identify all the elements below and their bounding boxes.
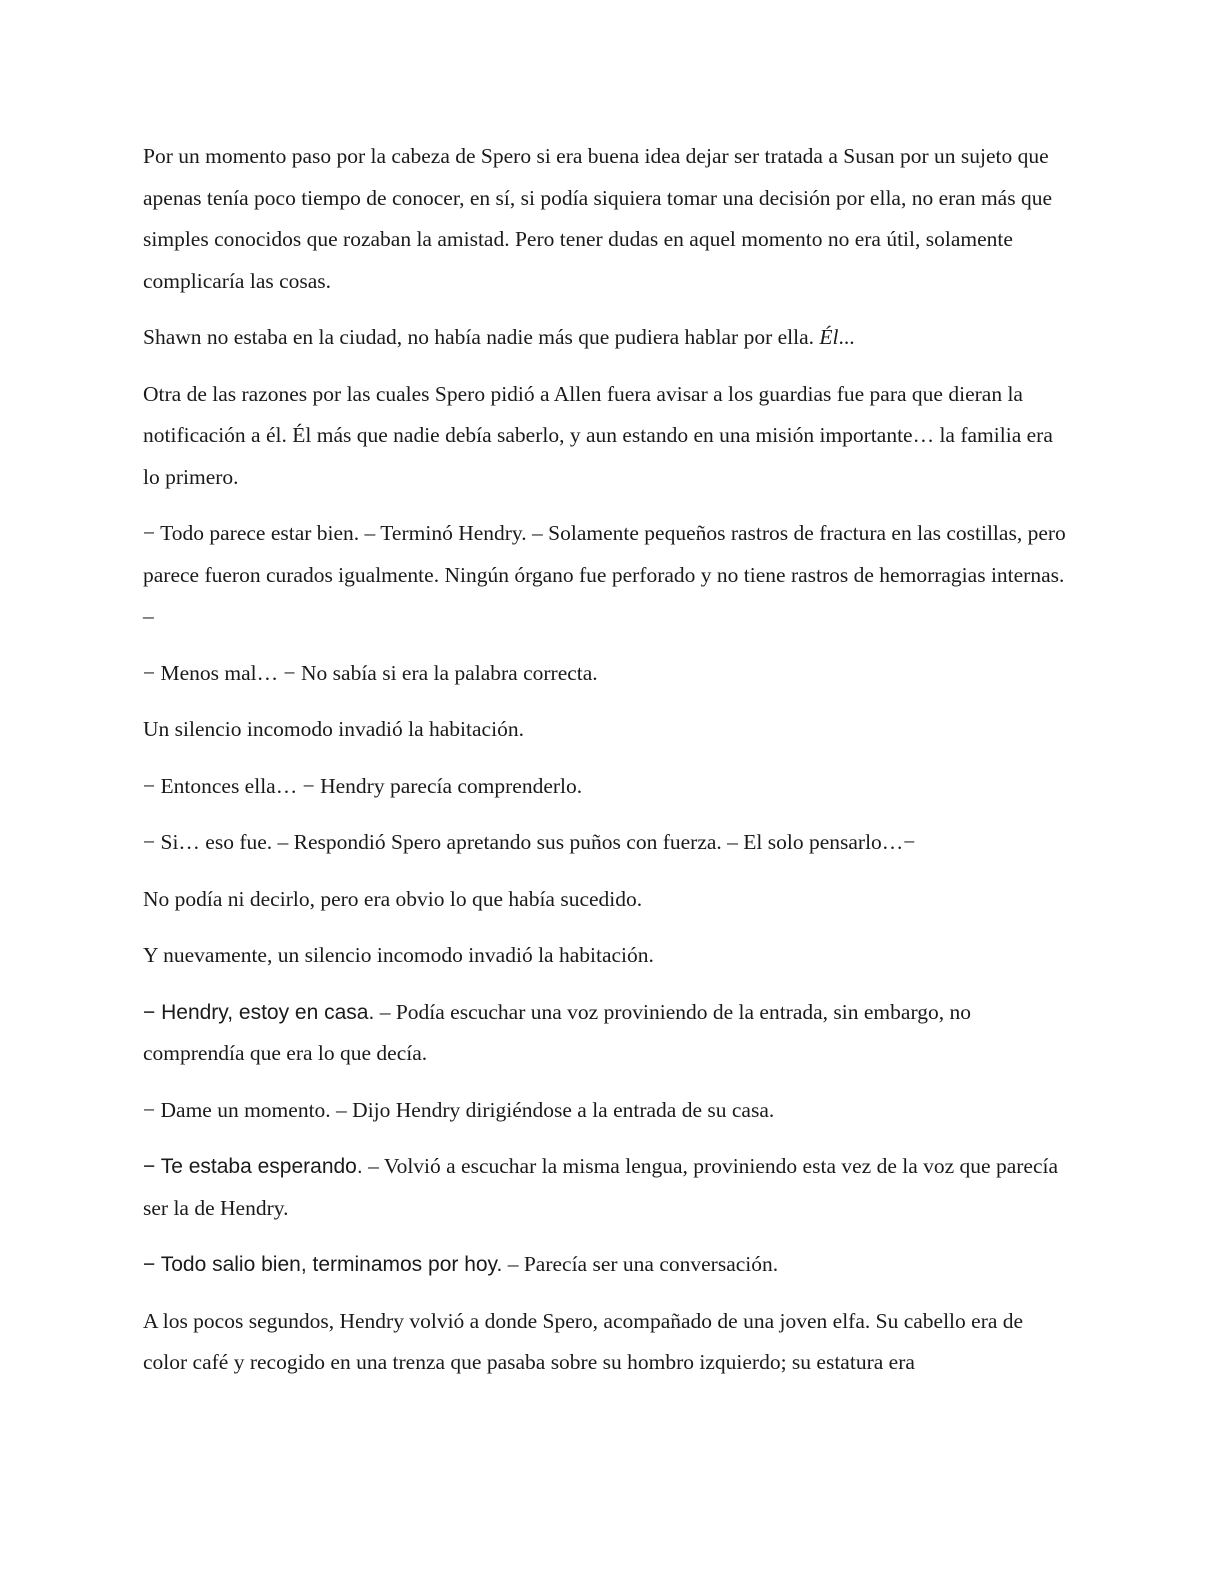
paragraph-3	[143, 374, 1071, 499]
paragraph-text: − Menos mal… − No sabía si era la palabra correcta.	[143, 660, 598, 685]
paragraph-text: – Parecía ser una conversación.	[502, 1252, 779, 1276]
paragraph-9	[143, 879, 1071, 921]
paragraph-12	[143, 1090, 1071, 1132]
document-page	[143, 136, 1071, 1399]
paragraph-text: – Podía escuchar una voz proviniendo de la entrada, sin embargo, no comprendía que era lo que decía.	[143, 999, 971, 1065]
paragraph-4	[143, 513, 1071, 638]
paragraph-text: Un silencio incomodo invadió la habitación.	[143, 717, 524, 741]
paragraph-8	[143, 822, 1071, 864]
paragraph-text: Shawn no estaba en la ciudad, no había nadie más que pudiera hablar por ella.	[143, 325, 820, 349]
foreign-speech-text: − Todo salio bien, terminamos por hoy.	[143, 1253, 503, 1276]
paragraph-text: No podía ni decirlo, pero era obvio lo que había sucedido.	[143, 886, 643, 911]
paragraph-7	[143, 766, 1071, 808]
paragraph-13	[143, 1146, 1071, 1229]
foreign-speech-text: − Te estaba esperando.	[143, 1155, 363, 1178]
paragraph-11	[143, 992, 1071, 1075]
paragraph-text: Otra de las razones por las cuales Spero pidió a Allen fuera avisar a los guardias fue para que dieran la notificación a él. Él más que nadie debía saberlo, y aun estando en una misión importante… la familia era lo primero.	[143, 381, 1053, 489]
emphasized-text: Él	[819, 325, 839, 349]
paragraph-2	[143, 317, 1071, 359]
paragraph-text: Y nuevamente, un silencio incomodo invadió la habitación.	[143, 943, 654, 967]
paragraph-text: ...	[838, 325, 855, 349]
paragraph-1	[143, 136, 1071, 302]
paragraph-text: – Volvió a escuchar la misma lengua, proviniendo esta vez de la voz que parecía ser la de Hendry.	[143, 1154, 1059, 1220]
paragraph-14	[143, 1244, 1071, 1286]
paragraph-15	[143, 1301, 1071, 1384]
paragraph-6	[143, 709, 1071, 751]
paragraph-text: A los pocos segundos, Hendry volvió a donde Spero, acompañado de una joven elfa. Su cabello era de color café y recogido en una trenza que pasaba sobre su hombro izquierdo; su estatura era	[143, 1308, 1024, 1374]
paragraph-text: − Entonces ella… − Hendry parecía comprenderlo.	[143, 773, 583, 798]
paragraph-text: − Dame un momento. – Dijo Hendry dirigiéndose a la entrada de su casa.	[143, 1097, 775, 1122]
paragraph-text: − Todo parece estar bien. – Terminó Hendry. – Solamente pequeños rastros de fractura en las costillas, pero parece fueron curados igualmente. Ningún órgano fue perforado y no tiene rastros de hemorragias internas. –	[143, 521, 1066, 628]
paragraph-5	[143, 653, 1071, 695]
foreign-speech-text: − Hendry, estoy en casa.	[143, 1000, 375, 1024]
paragraph-text: Por un momento paso por la cabeza de Spero si era buena idea dejar ser tratada a Susan por un sujeto que apenas tenía poco tiempo de conocer, en sí, si podía siquiera tomar una decisión por ella, no eran más que simples conocidos que rozaban la amistad. Pero tener dudas en aquel momento no era útil, solamente complicaría las cosas.	[143, 144, 1053, 293]
paragraph-text: − Si… eso fue. – Respondió Spero apretando sus puños con fuerza. – El solo pensarlo…−	[143, 830, 916, 854]
paragraph-10	[143, 935, 1071, 977]
